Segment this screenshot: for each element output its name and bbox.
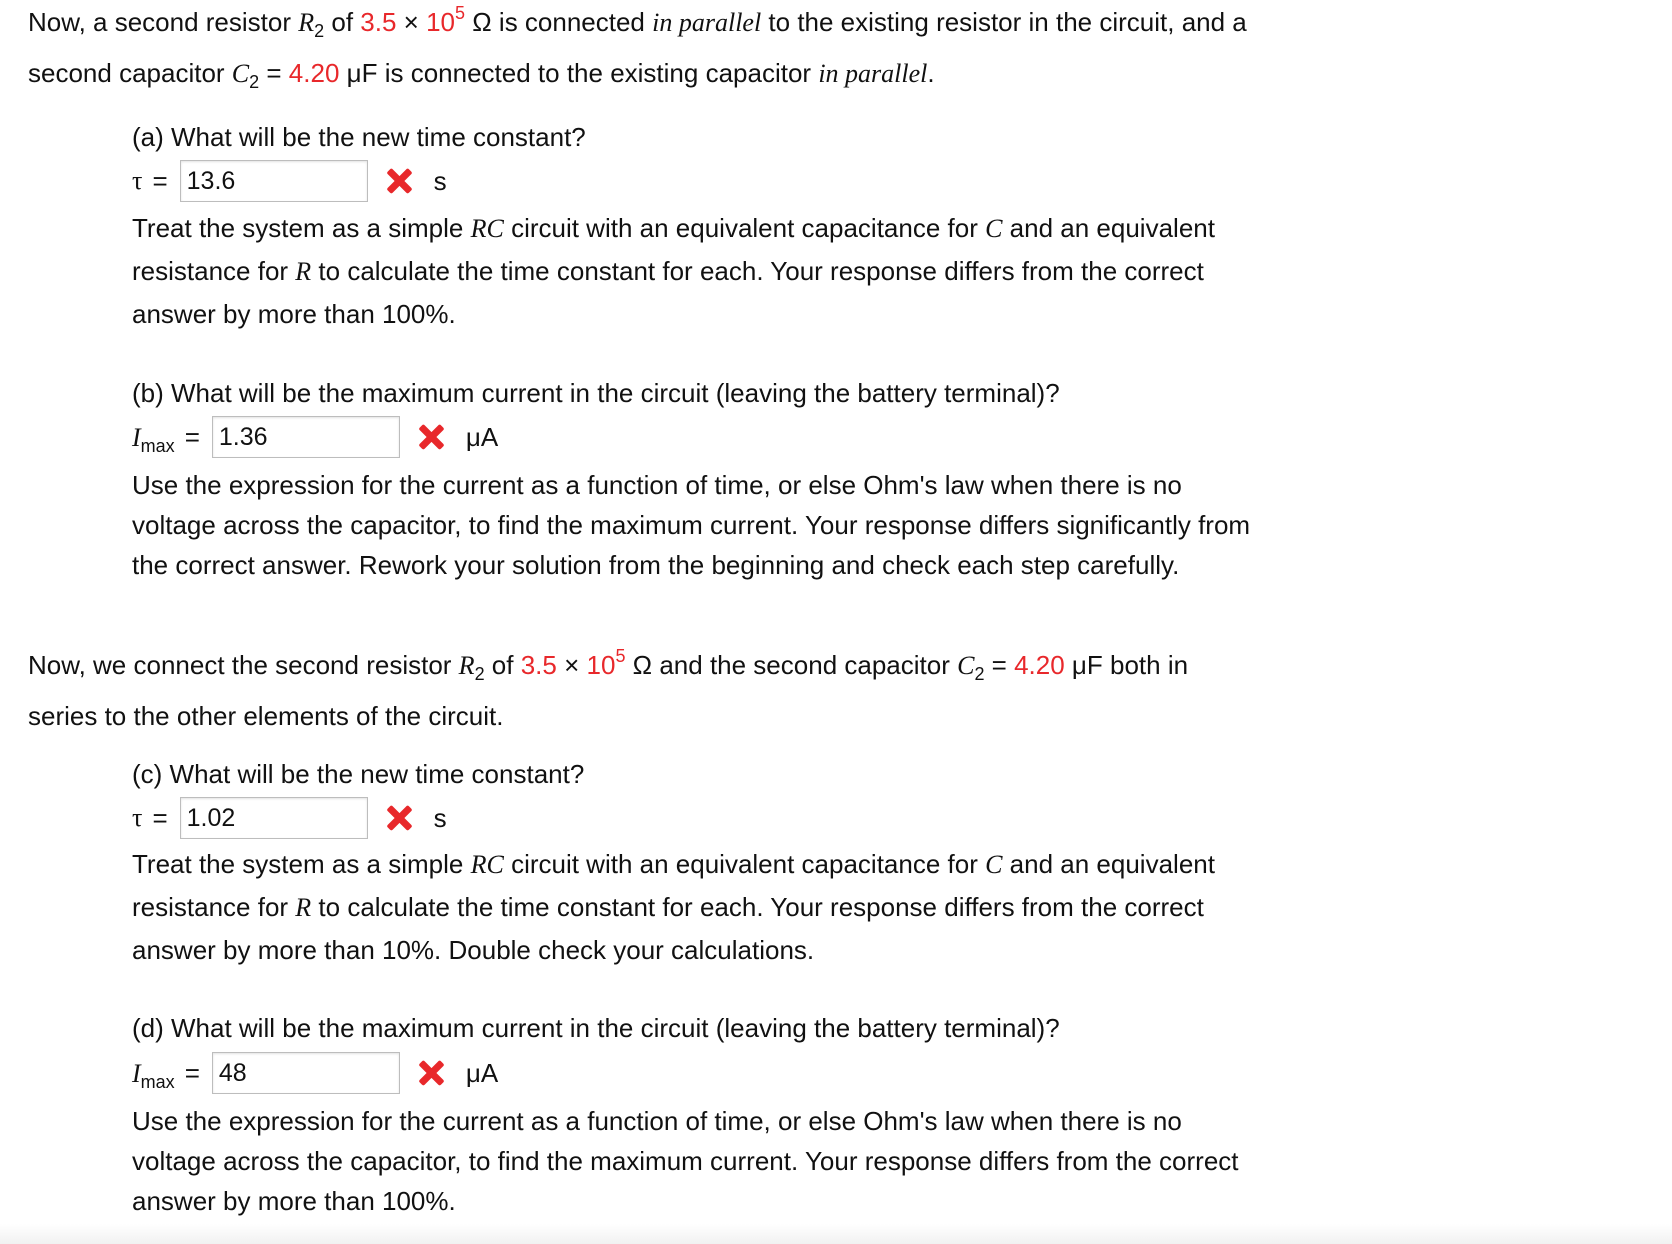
intro1-text: . bbox=[927, 58, 935, 88]
emphasis-parallel: in parallel bbox=[818, 59, 928, 88]
c-symbol: C bbox=[985, 850, 1003, 879]
equals-sign: = bbox=[152, 165, 168, 196]
intro1-text: μF is connected to the existing capacitor bbox=[339, 58, 819, 88]
feedback-text: to calculate the time constant for each. Your response differs from the correct bbox=[311, 256, 1204, 286]
intro2-text: Ω and the second capacitor bbox=[625, 650, 958, 680]
intro1-text: of bbox=[324, 7, 361, 37]
emphasis-parallel: in parallel bbox=[652, 8, 762, 37]
times-sign: × bbox=[556, 650, 587, 680]
feedback-c bbox=[132, 843, 1632, 971]
i-symbol: I bbox=[132, 1058, 141, 1088]
answer-input-b[interactable]: 1.36 bbox=[212, 416, 400, 458]
question-a: (a) What will be the new time constant? bbox=[132, 122, 586, 152]
c-subscript: 2 bbox=[974, 664, 985, 684]
intro-series bbox=[28, 640, 1628, 741]
equals-sign: = bbox=[152, 802, 168, 833]
red-x-icon bbox=[416, 422, 446, 452]
imax-label bbox=[132, 422, 175, 456]
r-exp-base: 10 bbox=[586, 650, 616, 680]
feedback-text: the correct answer. Rework your solution from the beginning and check each step carefully. bbox=[132, 550, 1180, 580]
answer-row-d bbox=[132, 1052, 498, 1094]
feedback-text: and an equivalent bbox=[1002, 849, 1215, 879]
answer-input-c[interactable]: 1.02 bbox=[180, 797, 368, 839]
intro1-text: second capacitor bbox=[28, 58, 232, 88]
feedback-text: resistance for bbox=[132, 256, 296, 286]
feedback-text: voltage across the capacitor, to find the maximum current. Your response differs from the correct bbox=[132, 1146, 1239, 1176]
feedback-b bbox=[132, 465, 1632, 585]
feedback-text: Use the expression for the current as a function of time, or else Ohm's law when there is no bbox=[132, 1106, 1182, 1136]
equals-sign: = bbox=[184, 1057, 200, 1088]
max-subscript: max bbox=[140, 1071, 175, 1092]
c-symbol: C bbox=[985, 214, 1003, 243]
red-x-icon bbox=[384, 803, 414, 833]
equals-sign: = bbox=[184, 421, 200, 452]
answer-row-a bbox=[132, 160, 447, 202]
r-symbol: R bbox=[295, 893, 312, 922]
feedback-text: voltage across the capacitor, to find the maximum current. Your response differs significantly from bbox=[132, 510, 1251, 540]
red-x-icon bbox=[384, 166, 414, 196]
i-symbol: I bbox=[132, 422, 141, 452]
feedback-text: answer by more than 100%. bbox=[132, 1186, 456, 1216]
r-subscript: 2 bbox=[314, 21, 325, 41]
intro1-text: to the existing resistor in the circuit, and a bbox=[761, 7, 1247, 37]
question-b: (b) What will be the maximum current in the circuit (leaving the battery terminal)? bbox=[132, 378, 1060, 408]
intro2-text: of bbox=[484, 650, 521, 680]
rc-symbol: RC bbox=[470, 214, 504, 243]
feedback-text: answer by more than 10%. Double check your calculations. bbox=[132, 935, 815, 965]
c-symbol: C bbox=[957, 651, 975, 680]
answer-row-c bbox=[132, 797, 447, 839]
r-symbol: R bbox=[298, 8, 315, 37]
feedback-text: circuit with an equivalent capacitance for bbox=[503, 213, 986, 243]
intro2-text: series to the other elements of the circuit. bbox=[28, 701, 504, 731]
r-subscript: 2 bbox=[474, 664, 485, 684]
feedback-text: answer by more than 100%. bbox=[132, 299, 456, 329]
ohm-unit: Ω bbox=[465, 7, 492, 37]
red-x-icon bbox=[416, 1058, 446, 1088]
r-exponent: 5 bbox=[615, 646, 626, 666]
bottom-edge bbox=[0, 1224, 1672, 1244]
c-value: 4.20 bbox=[288, 58, 340, 88]
r-exponent: 5 bbox=[455, 3, 466, 23]
question-c: (c) What will be the new time constant? bbox=[132, 759, 585, 789]
r-exp-base: 10 bbox=[426, 7, 455, 37]
intro1-text: Now, a second resistor bbox=[28, 7, 299, 37]
unit-label-c: s bbox=[433, 802, 447, 833]
unit-label-d: μA bbox=[465, 1057, 499, 1088]
times-sign: × bbox=[396, 7, 427, 37]
rc-symbol: RC bbox=[470, 850, 504, 879]
intro-parallel bbox=[28, 0, 1628, 99]
equals-sign: = bbox=[984, 650, 1015, 680]
feedback-text: and an equivalent bbox=[1002, 213, 1215, 243]
intro1-text: is connected bbox=[491, 7, 653, 37]
r-value: 3.5 bbox=[360, 7, 397, 37]
r-symbol: R bbox=[458, 651, 475, 680]
feedback-a bbox=[132, 207, 1632, 335]
answer-row-b bbox=[132, 416, 498, 458]
feedback-text: Treat the system as a simple bbox=[132, 849, 471, 879]
tau-label: τ bbox=[132, 803, 143, 832]
imax-label bbox=[132, 1058, 175, 1092]
c-value: 4.20 bbox=[1014, 650, 1065, 680]
feedback-text: Use the expression for the current as a function of time, or else Ohm's law when there is no bbox=[132, 470, 1182, 500]
feedback-d bbox=[132, 1101, 1632, 1221]
unit-label-b: μA bbox=[465, 421, 499, 452]
unit-label-a: s bbox=[433, 165, 447, 196]
intro2-text: Now, we connect the second resistor bbox=[28, 650, 459, 680]
intro2-text: μF both in bbox=[1064, 650, 1189, 680]
question-d: (d) What will be the maximum current in the circuit (leaving the battery terminal)? bbox=[132, 1013, 1060, 1043]
c-symbol: C bbox=[231, 59, 250, 88]
feedback-text: to calculate the time constant for each. Your response differs from the correct bbox=[311, 892, 1204, 922]
feedback-text: resistance for bbox=[132, 892, 296, 922]
tau-label: τ bbox=[132, 166, 143, 195]
equals-sign: = bbox=[259, 58, 289, 88]
feedback-text: circuit with an equivalent capacitance for bbox=[503, 849, 986, 879]
answer-input-d[interactable]: 48 bbox=[212, 1052, 400, 1094]
c-subscript: 2 bbox=[249, 72, 260, 92]
r-symbol: R bbox=[295, 257, 312, 286]
max-subscript: max bbox=[140, 435, 175, 456]
answer-input-a[interactable]: 13.6 bbox=[180, 160, 368, 202]
r-value: 3.5 bbox=[520, 650, 557, 680]
feedback-text: Treat the system as a simple bbox=[132, 213, 471, 243]
